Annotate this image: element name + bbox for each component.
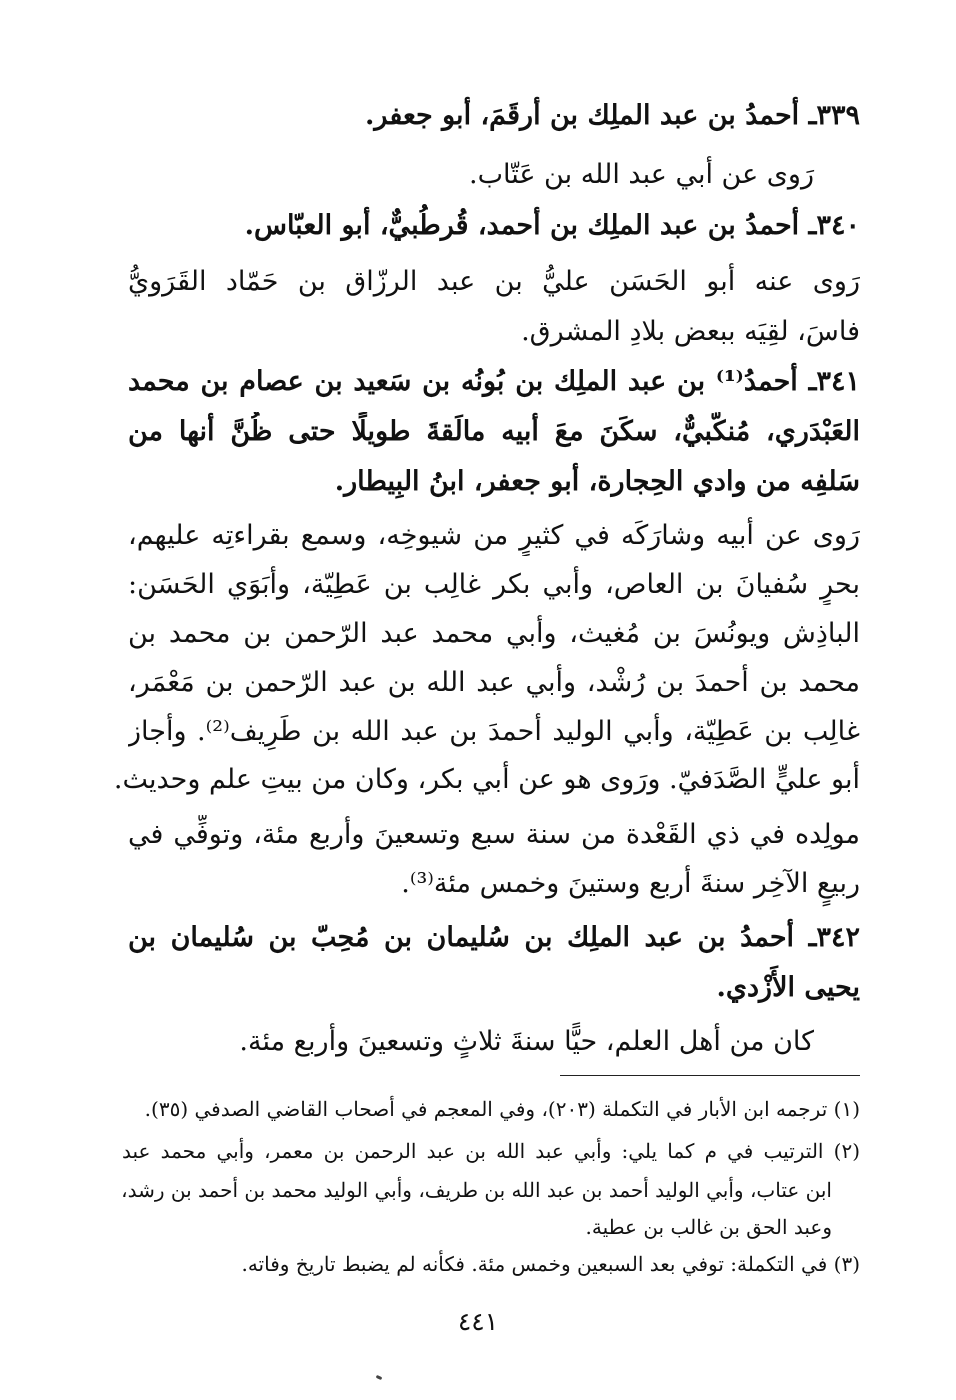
entry-342-text: كان من أهل العلم، حيًّا سنةَ ثلاثٍ وتسعينَ وأربع مئة. [239, 1026, 814, 1057]
entry-341-text-line: أبو عليٍّ الصَّدَفيّ. ورَوى هو عن أبي بكر، وكان من بيتِ علم وحديث. [113, 764, 860, 795]
entry-341-text-line: الباذِش ويونُسَ بن مُغيث، وأبي محمد عبد الرّحمن بن محمد بن [128, 618, 860, 649]
entry-341-heading-line: العَبْدَري، مُنكّبيٌّ، سكَنَ معَ أبيه مالَقةَ طويلًا حتى ظُنَّ أنها من [128, 416, 860, 447]
entry-339-text: رَوى عن أبي عبد الله بن عَتّاب. [468, 159, 814, 190]
entry-341-text-line: ربيعٍ الآخِر سنةَ أربع وستينَ وخمس مئة⁽³⁾. [401, 868, 860, 899]
entry-341-heading-line: ٣٤١ـ أحمدُ⁽¹⁾ بن عبد الملِك بن بُونُه بن سَعيد بن عصام بن محمد [128, 366, 860, 397]
entry-340-text-line: رَوى عنه أبو الحَسَن عليُّ بن عبد الرزّاق بن حَمّاد القَرَويُّ [128, 266, 860, 297]
entry-341-heading-line: سَلفِه من وادي الحِجارة، أبو جعفر، ابنُ البِيطار. [334, 466, 860, 497]
page-number: ٤٤١ [457, 1307, 499, 1336]
entry-341-text-line: رَوى عن أبيه وشارَكَه في كثيرٍ من شيوخِه، وسمع بقراءتِه عليهم، [128, 520, 860, 551]
entry-341-text-line: بحرٍ سُفيانَ بن العاص، وأبي بكر غالِب بن عَطِيّة، وأبَوَي الحَسَن: [128, 569, 860, 600]
entry-342-heading-line: يحيى الأَزْدي. [716, 972, 860, 1003]
entry-341-text-line: مولِده في ذي القَعْدة من سنة سبع وتسعينَ وأربع مئة، وتوفِّي في [128, 819, 860, 850]
scan-speck [376, 1375, 383, 1380]
footnote-2-line: وعبد الحق بن غالب بن عطية. [585, 1215, 832, 1239]
footnote-1: (١) ترجمه ابن الأبار في التكملة (٢٠٣)، وفي المعجم في أصحاب القاضي الصدفي (٣٥). [144, 1097, 860, 1121]
entry-342-heading-line: ٣٤٢ـ أحمدُ بن عبد الملِك بن سُليمان بن مُحِبّ بن سُليمان بن [128, 922, 860, 953]
footnote-2-line: (٢) الترتيب في م كما يلي: وأبي عبد الله بن عبد الرحمن بن معمر، وأبي محمد عبد [122, 1139, 860, 1163]
footnote-3: (٣) في التكملة: توفي بعد السبعين وخمس مئة. فكأنه لم يضبط تاريخ وفاته. [241, 1252, 860, 1276]
entry-339-heading: ٣٣٩ـ أحمدُ بن عبد الملِك بن أرقَمَ، أبو جعفر. [365, 100, 860, 131]
footnote-divider [560, 1075, 860, 1076]
entry-340-text-line: فاسَ، لقِيَه ببعض بلادِ المشرق. [521, 316, 860, 347]
entry-341-text-line: محمد بن أحمدَ بن رُشْد، وأبي عبد الله بن عبد الرّحمن بن مَعْمَر، [128, 667, 860, 698]
footnote-2-line: ابن عتاب، وأبي الوليد أحمد بن عبد الله بن طريف، وأبي الوليد محمد بن أحمد بن رشد، [121, 1178, 832, 1202]
entry-341-text-line: غالِب بن عَطِيّة، وأبي الوليد أحمدَ بن عبد الله بن طَرِيف⁽²⁾. وأجاز [128, 716, 860, 747]
entry-340-heading: ٣٤٠ـ أحمدُ بن عبد الملِك بن أحمد، قُرطُبيٌّ، أبو العبّاس. [244, 210, 860, 241]
